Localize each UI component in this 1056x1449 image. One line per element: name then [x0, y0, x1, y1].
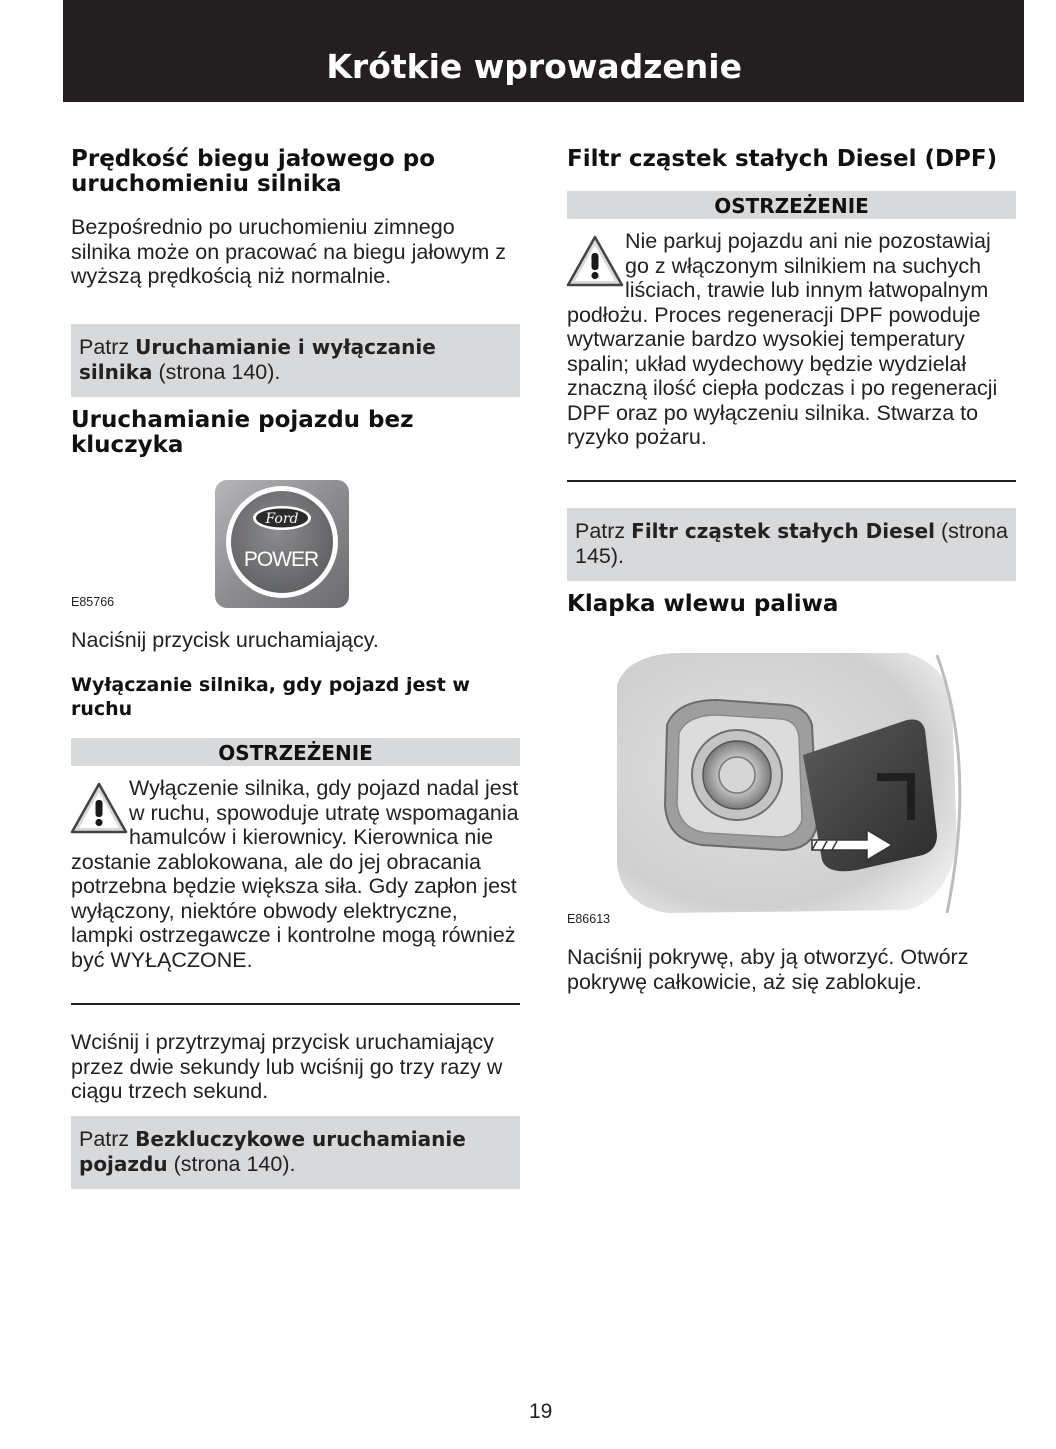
fuel-flap-image [607, 645, 979, 920]
power-button-illustration [215, 480, 349, 608]
warning-block [71, 776, 520, 972]
warning-triangle-icon [565, 233, 625, 289]
warning-banner: OSTRZEŻENIE [567, 191, 1016, 219]
warning-triangle-icon [69, 780, 129, 836]
fuel-flap-illustration [607, 645, 979, 920]
hold-start-button-text: Wciśnij i przytrzymaj przycisk uruchamiający przez dwie sekundy lub wciśnij go trzy razy w ciągu trzech sekund. [71, 1030, 503, 1103]
power-label: POWER [243, 548, 319, 571]
header-title: Krótkie wprowadzenie [326, 47, 742, 86]
warning-divider [71, 1003, 520, 1005]
ref-suffix: (strona 140). [152, 359, 281, 384]
warning-text: Nie parkuj pojazdu ani nie pozostawiaj go z włączonym silnikiem na suchych liściach, trawie lub innym łatwopalnym podłożu. Proces regeneracji DPF powoduje wytwarzanie bardzo wysokiej temperatury spalin; układ wydechowy będzie wydzielał znaczną ilość ciepła podczas i po regeneracji DPF oraz po wyłączeniu silnika. Stwarza to ryzyko pożaru. [567, 229, 998, 449]
idle-speed-text: Bezpośrednio po uruchomieniu zimnego silnika może on pracować na biegu jałowym z wyższą prędkością niż normalnie. [71, 215, 506, 288]
page-number: 19 [529, 1400, 553, 1423]
page-header [63, 0, 1024, 102]
figure-code-e85766: E85766 [71, 595, 115, 609]
press-start-text: Naciśnij przycisk uruchamiający. [71, 628, 379, 652]
ref-prefix: Patrz [79, 1127, 136, 1151]
warning-divider [567, 480, 1016, 482]
idle-speed-heading: Prędkość biegu jałowego po uruchomieniu silnika [71, 146, 435, 197]
keyless-reference [71, 1116, 520, 1189]
ford-logo-text: Ford [265, 511, 299, 527]
keyless-start-heading: Uruchamianie pojazdu bez kluczyka [71, 407, 414, 458]
warning-block [567, 229, 1016, 450]
idle-speed-reference [71, 324, 520, 397]
figure-code-e86613: E86613 [567, 912, 611, 926]
ref-link-text: Bezkluczykowe uruchamianie pojazdu [79, 1127, 466, 1176]
ref-link-text: Uruchamianie i wyłączanie silnika [79, 335, 436, 384]
power-button-image [215, 480, 349, 608]
ref-suffix: (strona 145). [575, 519, 1008, 568]
ref-prefix: Patrz [575, 519, 632, 543]
warning-banner: OSTRZEŻENIE [71, 738, 520, 766]
ref-prefix: Patrz [79, 335, 136, 359]
warning-text: Wyłączenie silnika, gdy pojazd nadal jest w ruchu, spowoduje utratę wspomagania hamulców i kierownicy. Kierownica nie zostanie zablokowana, ale do jej obracania potrzebna będzie większa siła. Gdy zapłon jest wyłączony, niektóre obwody elektryczne, lampki ostrzegawcze i kontrolne mogą również być WYŁĄCZONE. [71, 776, 519, 972]
ref-link-text: Filtr cząstek stałych Diesel [631, 519, 936, 543]
fuel-flap-text: Naciśnij pokrywę, aby ją otworzyć. Otwórz pokrywę całkowicie, aż się zablokuje. [567, 945, 969, 994]
dpf-reference [567, 508, 1016, 581]
engine-off-moving-heading: Wyłączanie silnika, gdy pojazd jest w ruchu [71, 674, 470, 720]
ref-suffix: (strona 140). [167, 1151, 296, 1176]
fuel-flap-heading: Klapka wlewu paliwa [567, 591, 839, 617]
dpf-heading: Filtr cząstek stałych Diesel (DPF) [567, 146, 998, 172]
